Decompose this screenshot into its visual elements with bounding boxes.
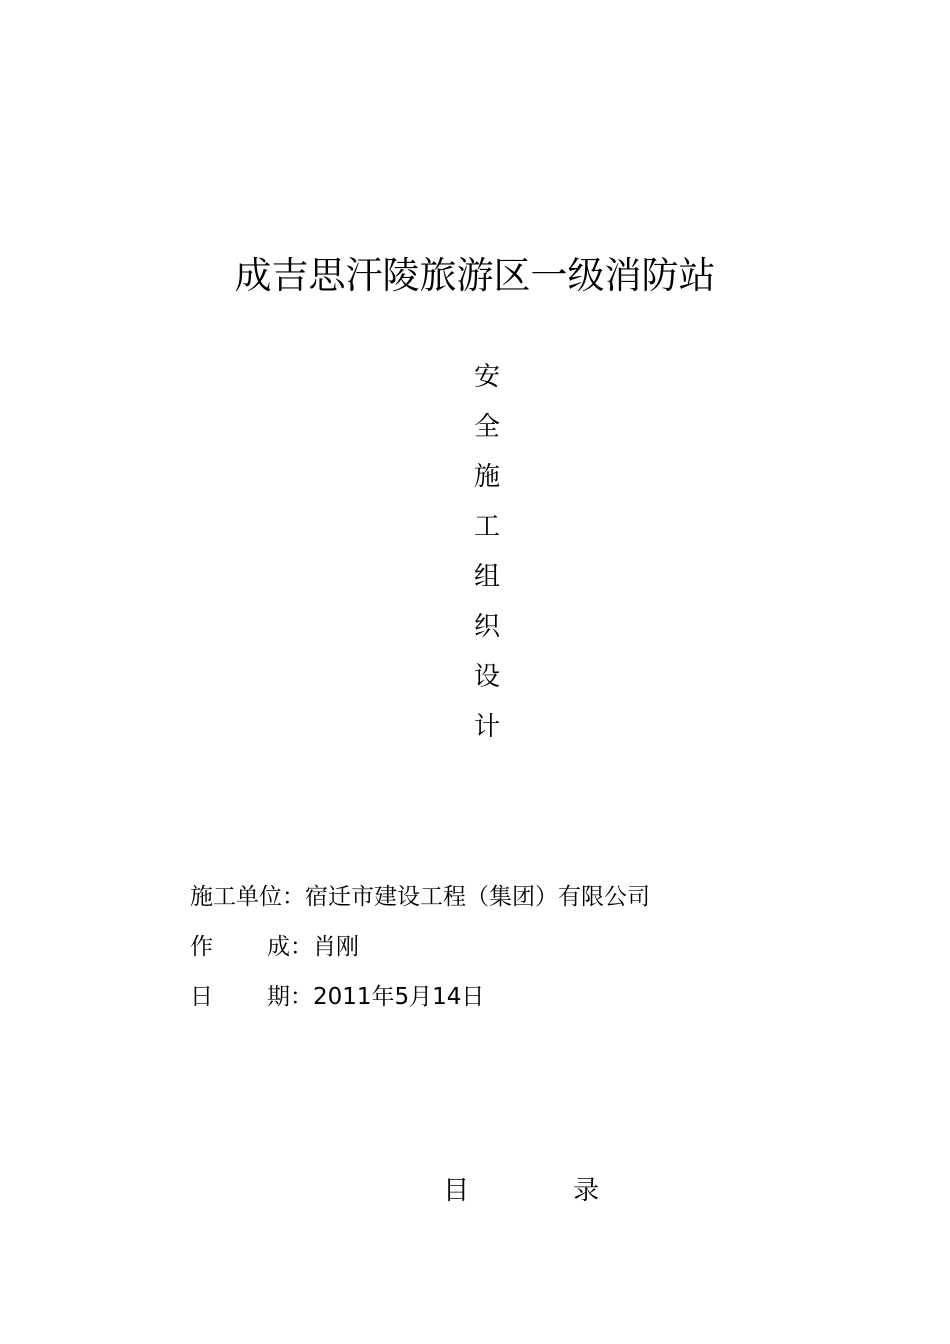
date-value: 2011年5月14日 [313,984,485,1010]
author-label-a: 作 [190,934,213,960]
toc-char-2: 录 [573,1176,600,1206]
cover-info [190,872,810,1022]
contractor-row [190,872,810,922]
toc-char-1: 目 [443,1176,470,1206]
author-value: 肖刚 [313,934,359,960]
subtitle-char: 全 [473,412,500,442]
toc-heading [410,1122,599,1260]
author-row [190,922,810,972]
date-label-a: 日 [190,984,213,1010]
subtitle-char: 工 [473,512,500,542]
subtitle-char: 织 [473,612,500,642]
author-label-b: 成： [267,934,313,960]
subtitle-char: 施 [473,462,500,492]
vertical-subtitle [462,352,512,752]
subtitle-char: 计 [473,712,500,742]
subtitle-char: 安 [473,362,500,392]
subtitle-char: 组 [473,562,500,592]
date-row [190,972,810,1022]
subtitle-char: 设 [473,662,500,692]
date-label-b: 期： [267,984,313,1010]
contractor-label: 施工单位： [190,884,305,910]
contractor-value: 宿迁市建设工程（集团）有限公司 [305,884,650,910]
document-title: 成吉思汗陵旅游区一级消防站 [234,254,716,297]
